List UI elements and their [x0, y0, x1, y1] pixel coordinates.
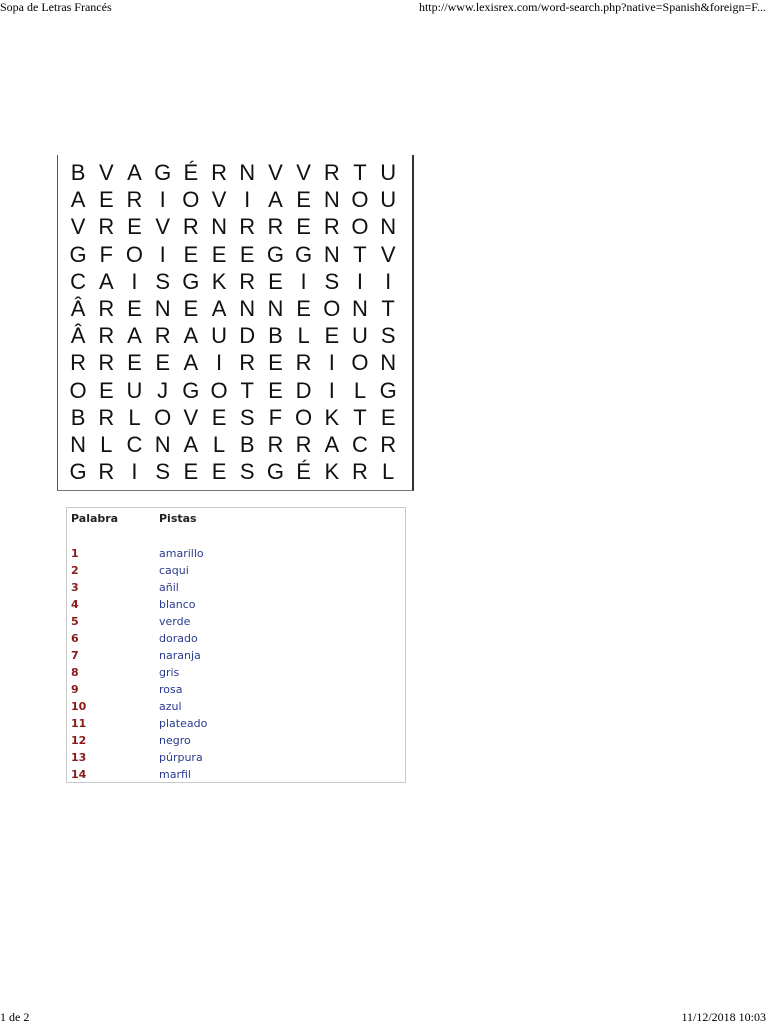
grid-letter: L	[297, 323, 310, 349]
grid-letter: É	[183, 160, 199, 185]
clue-text: blanco	[159, 598, 196, 611]
grid-letter: N	[380, 350, 397, 376]
grid-letter: I	[131, 459, 138, 485]
grid-letter: K	[211, 268, 227, 294]
clue-number: 4	[71, 598, 79, 611]
clue-row	[67, 715, 405, 732]
grid-letter: F	[99, 241, 113, 267]
grid-letter: A	[98, 268, 114, 294]
grid-letter: E	[239, 241, 255, 267]
grid-letter: R	[98, 295, 115, 321]
grid-letter: G	[154, 160, 172, 185]
clue-row	[67, 579, 405, 596]
grid-letter: N	[239, 295, 256, 321]
grid-letter: R	[323, 214, 340, 240]
grid-letter: A	[127, 160, 142, 185]
clue-number: 5	[71, 615, 79, 628]
grid-letter: B	[268, 323, 283, 349]
grid-letter: O	[182, 187, 200, 213]
grid-letter: R	[98, 214, 115, 240]
grid-letter: E	[296, 295, 311, 321]
grid-letter: É	[296, 459, 311, 485]
grid-letter: R	[239, 214, 256, 240]
grid-letter: L	[353, 377, 367, 403]
clue-rows	[67, 545, 405, 783]
grid-letter: E	[127, 295, 142, 321]
grid-letter: E	[155, 350, 170, 376]
grid-letter: T	[353, 404, 367, 430]
grid-letter: R	[98, 459, 115, 485]
grid-letter: N	[70, 431, 87, 457]
grid-letter: R	[211, 160, 227, 185]
grid-letter: R	[267, 431, 284, 457]
grid-letter: R	[295, 431, 312, 457]
grid-letter: O	[154, 404, 172, 430]
clue-number: 8	[71, 666, 79, 679]
grid-letter: N	[380, 214, 397, 240]
word-search-grid	[64, 159, 402, 485]
clue-row	[67, 664, 405, 681]
grid-letter: R	[267, 214, 284, 240]
grid-letter: T	[353, 160, 367, 185]
grid-letter: R	[98, 323, 115, 349]
grid-letter: N	[323, 241, 340, 267]
clue-row	[67, 613, 405, 630]
grid-letter: K	[324, 459, 340, 485]
grid-letter: V	[380, 241, 396, 267]
grid-letter: T	[353, 241, 367, 267]
grid-letter: E	[380, 404, 396, 430]
clue-row	[67, 545, 405, 562]
clue-text: marfil	[159, 768, 191, 781]
page-footer-datetime: 11/12/2018 10:03	[681, 1010, 766, 1024]
grid-letter: F	[268, 404, 283, 430]
grid-letter: U	[380, 160, 397, 185]
grid-letter: G	[266, 241, 284, 267]
word-search-grid-frame	[57, 155, 414, 491]
grid-letter: L	[100, 431, 113, 457]
grid-letter: O	[351, 350, 369, 376]
grid-letter: I	[159, 241, 166, 267]
grid-letter: I	[159, 187, 166, 213]
clue-number: 7	[71, 649, 79, 662]
clues-header-clue: Pistas	[159, 512, 197, 525]
page-footer-number: 1 de 2	[0, 1010, 30, 1024]
grid-letter: G	[182, 377, 200, 403]
clue-text: naranja	[159, 649, 201, 662]
grid-letter: A	[183, 323, 199, 349]
clue-text: rosa	[159, 683, 183, 696]
grid-letter: R	[126, 187, 143, 213]
grid-letter: I	[328, 350, 335, 376]
clue-row	[67, 732, 405, 749]
grid-letter: N	[211, 214, 227, 240]
clue-number: 12	[71, 734, 87, 747]
grid-letter: U	[380, 187, 397, 213]
grid-letter: U	[352, 323, 368, 349]
grid-letter: C	[352, 431, 368, 457]
clues-header-number: Palabra	[71, 512, 119, 525]
grid-letter: E	[268, 350, 283, 376]
grid-letter: L	[128, 404, 141, 430]
grid-letter: V	[98, 160, 114, 185]
clue-number: 10	[71, 700, 87, 713]
grid-letter: N	[323, 187, 340, 213]
grid-letter: A	[324, 431, 340, 457]
grid-letter: A	[268, 187, 283, 213]
grid-letter: D	[295, 377, 312, 403]
grid-letter: E	[211, 404, 227, 430]
clue-number: 13	[71, 751, 87, 764]
grid-letter: D	[239, 323, 256, 349]
grid-letter: Â	[70, 323, 86, 349]
grid-letter: L	[382, 459, 395, 485]
grid-letter: I	[300, 268, 307, 294]
grid-letter: R	[98, 404, 115, 430]
grid-letter: B	[70, 404, 86, 430]
grid-letter: O	[69, 377, 87, 403]
grid-letter: V	[155, 214, 170, 240]
clue-row	[67, 681, 405, 698]
grid-letter: V	[268, 160, 283, 185]
clue-text: negro	[159, 734, 191, 747]
clue-number: 2	[71, 564, 79, 577]
grid-letter: I	[328, 377, 335, 403]
grid-letter: I	[385, 268, 392, 294]
clues-table	[66, 507, 406, 783]
grid-letter: I	[356, 268, 364, 294]
grid-letter: O	[295, 404, 313, 430]
clue-text: caqui	[159, 564, 189, 577]
page-header-title: Sopa de Letras Francés	[0, 0, 112, 14]
grid-letter: A	[70, 187, 86, 213]
grid-letter: E	[183, 295, 199, 321]
grid-letter: R	[239, 350, 256, 376]
grid-letter: J	[157, 377, 169, 403]
grid-letter: V	[211, 187, 227, 213]
grid-letter: Â	[70, 295, 86, 321]
grid-letter: V	[296, 160, 311, 185]
grid-letter: C	[126, 431, 143, 457]
grid-letter: I	[131, 268, 138, 294]
grid-letter: I	[215, 350, 223, 376]
clue-number: 9	[71, 683, 79, 696]
grid-letter: N	[352, 295, 368, 321]
grid-letter: L	[212, 431, 226, 457]
grid-letter: E	[98, 187, 114, 213]
grid-letter: R	[154, 323, 171, 349]
grid-letter: A	[211, 295, 227, 321]
clue-row	[67, 596, 405, 613]
clue-row	[67, 698, 405, 715]
clue-number: 11	[71, 717, 87, 730]
grid-letter: R	[239, 268, 256, 294]
grid-letter: E	[268, 268, 283, 294]
clue-number: 6	[71, 632, 79, 645]
grid-letter: E	[183, 459, 199, 485]
grid-letter: A	[183, 350, 199, 376]
grid-letter: R	[352, 459, 368, 485]
grid-letter: E	[268, 377, 283, 403]
clue-text: añil	[159, 581, 179, 594]
grid-letter: N	[154, 295, 171, 321]
grid-letter: G	[69, 241, 87, 267]
grid-letter: R	[323, 160, 340, 185]
grid-letter: B	[239, 431, 255, 457]
grid-letter: R	[380, 431, 397, 457]
clue-row	[67, 630, 405, 647]
grid-letter: G	[266, 459, 284, 485]
clue-row	[67, 562, 405, 579]
grid-letter: R	[182, 214, 199, 240]
grid-letter: T	[240, 377, 254, 403]
clue-text: azul	[159, 700, 182, 713]
grid-letter: B	[70, 160, 86, 185]
grid-letter: E	[324, 323, 340, 349]
grid-letter: I	[244, 187, 251, 213]
grid-letter: S	[239, 459, 255, 485]
grid-letter: E	[127, 214, 142, 240]
grid-letter: S	[324, 268, 340, 294]
grid-letter: G	[295, 241, 313, 267]
grid-letter: T	[381, 295, 395, 321]
clue-number: 14	[71, 768, 87, 781]
clue-number: 1	[71, 547, 79, 560]
grid-letter: E	[211, 459, 227, 485]
grid-letter: A	[127, 323, 142, 349]
grid-letter: E	[296, 187, 311, 213]
clue-text: amarillo	[159, 547, 204, 560]
clue-row	[67, 749, 405, 766]
grid-letter: O	[351, 214, 369, 240]
grid-letter: O	[125, 241, 144, 267]
grid-letter: O	[210, 377, 228, 403]
clue-number: 3	[71, 581, 79, 594]
grid-letter: N	[239, 160, 256, 185]
grid-letter: E	[296, 214, 311, 240]
grid-letter: R	[295, 350, 312, 376]
grid-letter: R	[98, 350, 115, 376]
clue-text: púrpura	[159, 751, 203, 764]
grid-letter: E	[183, 241, 199, 267]
grid-letter: O	[323, 295, 341, 321]
clue-row	[67, 647, 405, 664]
grid-letter: O	[351, 187, 369, 213]
grid-letter: U	[211, 323, 227, 349]
grid-letter: K	[324, 404, 340, 430]
clue-text: plateado	[159, 717, 208, 730]
page-header-url: http://www.lexisrex.com/word-search.php?native=Spanish&foreign=F...	[418, 0, 766, 14]
grid-letter: G	[182, 268, 200, 294]
grid-letter: S	[155, 459, 170, 485]
grid-letter: C	[70, 268, 87, 294]
clue-text: verde	[159, 615, 191, 628]
grid-letter: G	[379, 377, 397, 403]
grid-letter: S	[380, 323, 396, 349]
grid-letter: V	[70, 214, 86, 240]
clue-text: dorado	[159, 632, 198, 645]
grid-letter: V	[183, 404, 199, 430]
grid-letter: U	[126, 377, 143, 403]
grid-letter: E	[98, 377, 114, 403]
grid-letter: N	[154, 431, 171, 457]
grid-letter: S	[155, 268, 170, 294]
grid-letter: E	[211, 241, 227, 267]
grid-letter: G	[69, 459, 87, 485]
grid-letter: A	[183, 431, 199, 457]
grid-letter: E	[127, 350, 142, 376]
grid-letter: N	[267, 295, 284, 321]
grid-letter: R	[70, 350, 87, 376]
clue-row	[67, 766, 405, 783]
grid-letter: S	[239, 404, 255, 430]
clue-text: gris	[159, 666, 180, 679]
